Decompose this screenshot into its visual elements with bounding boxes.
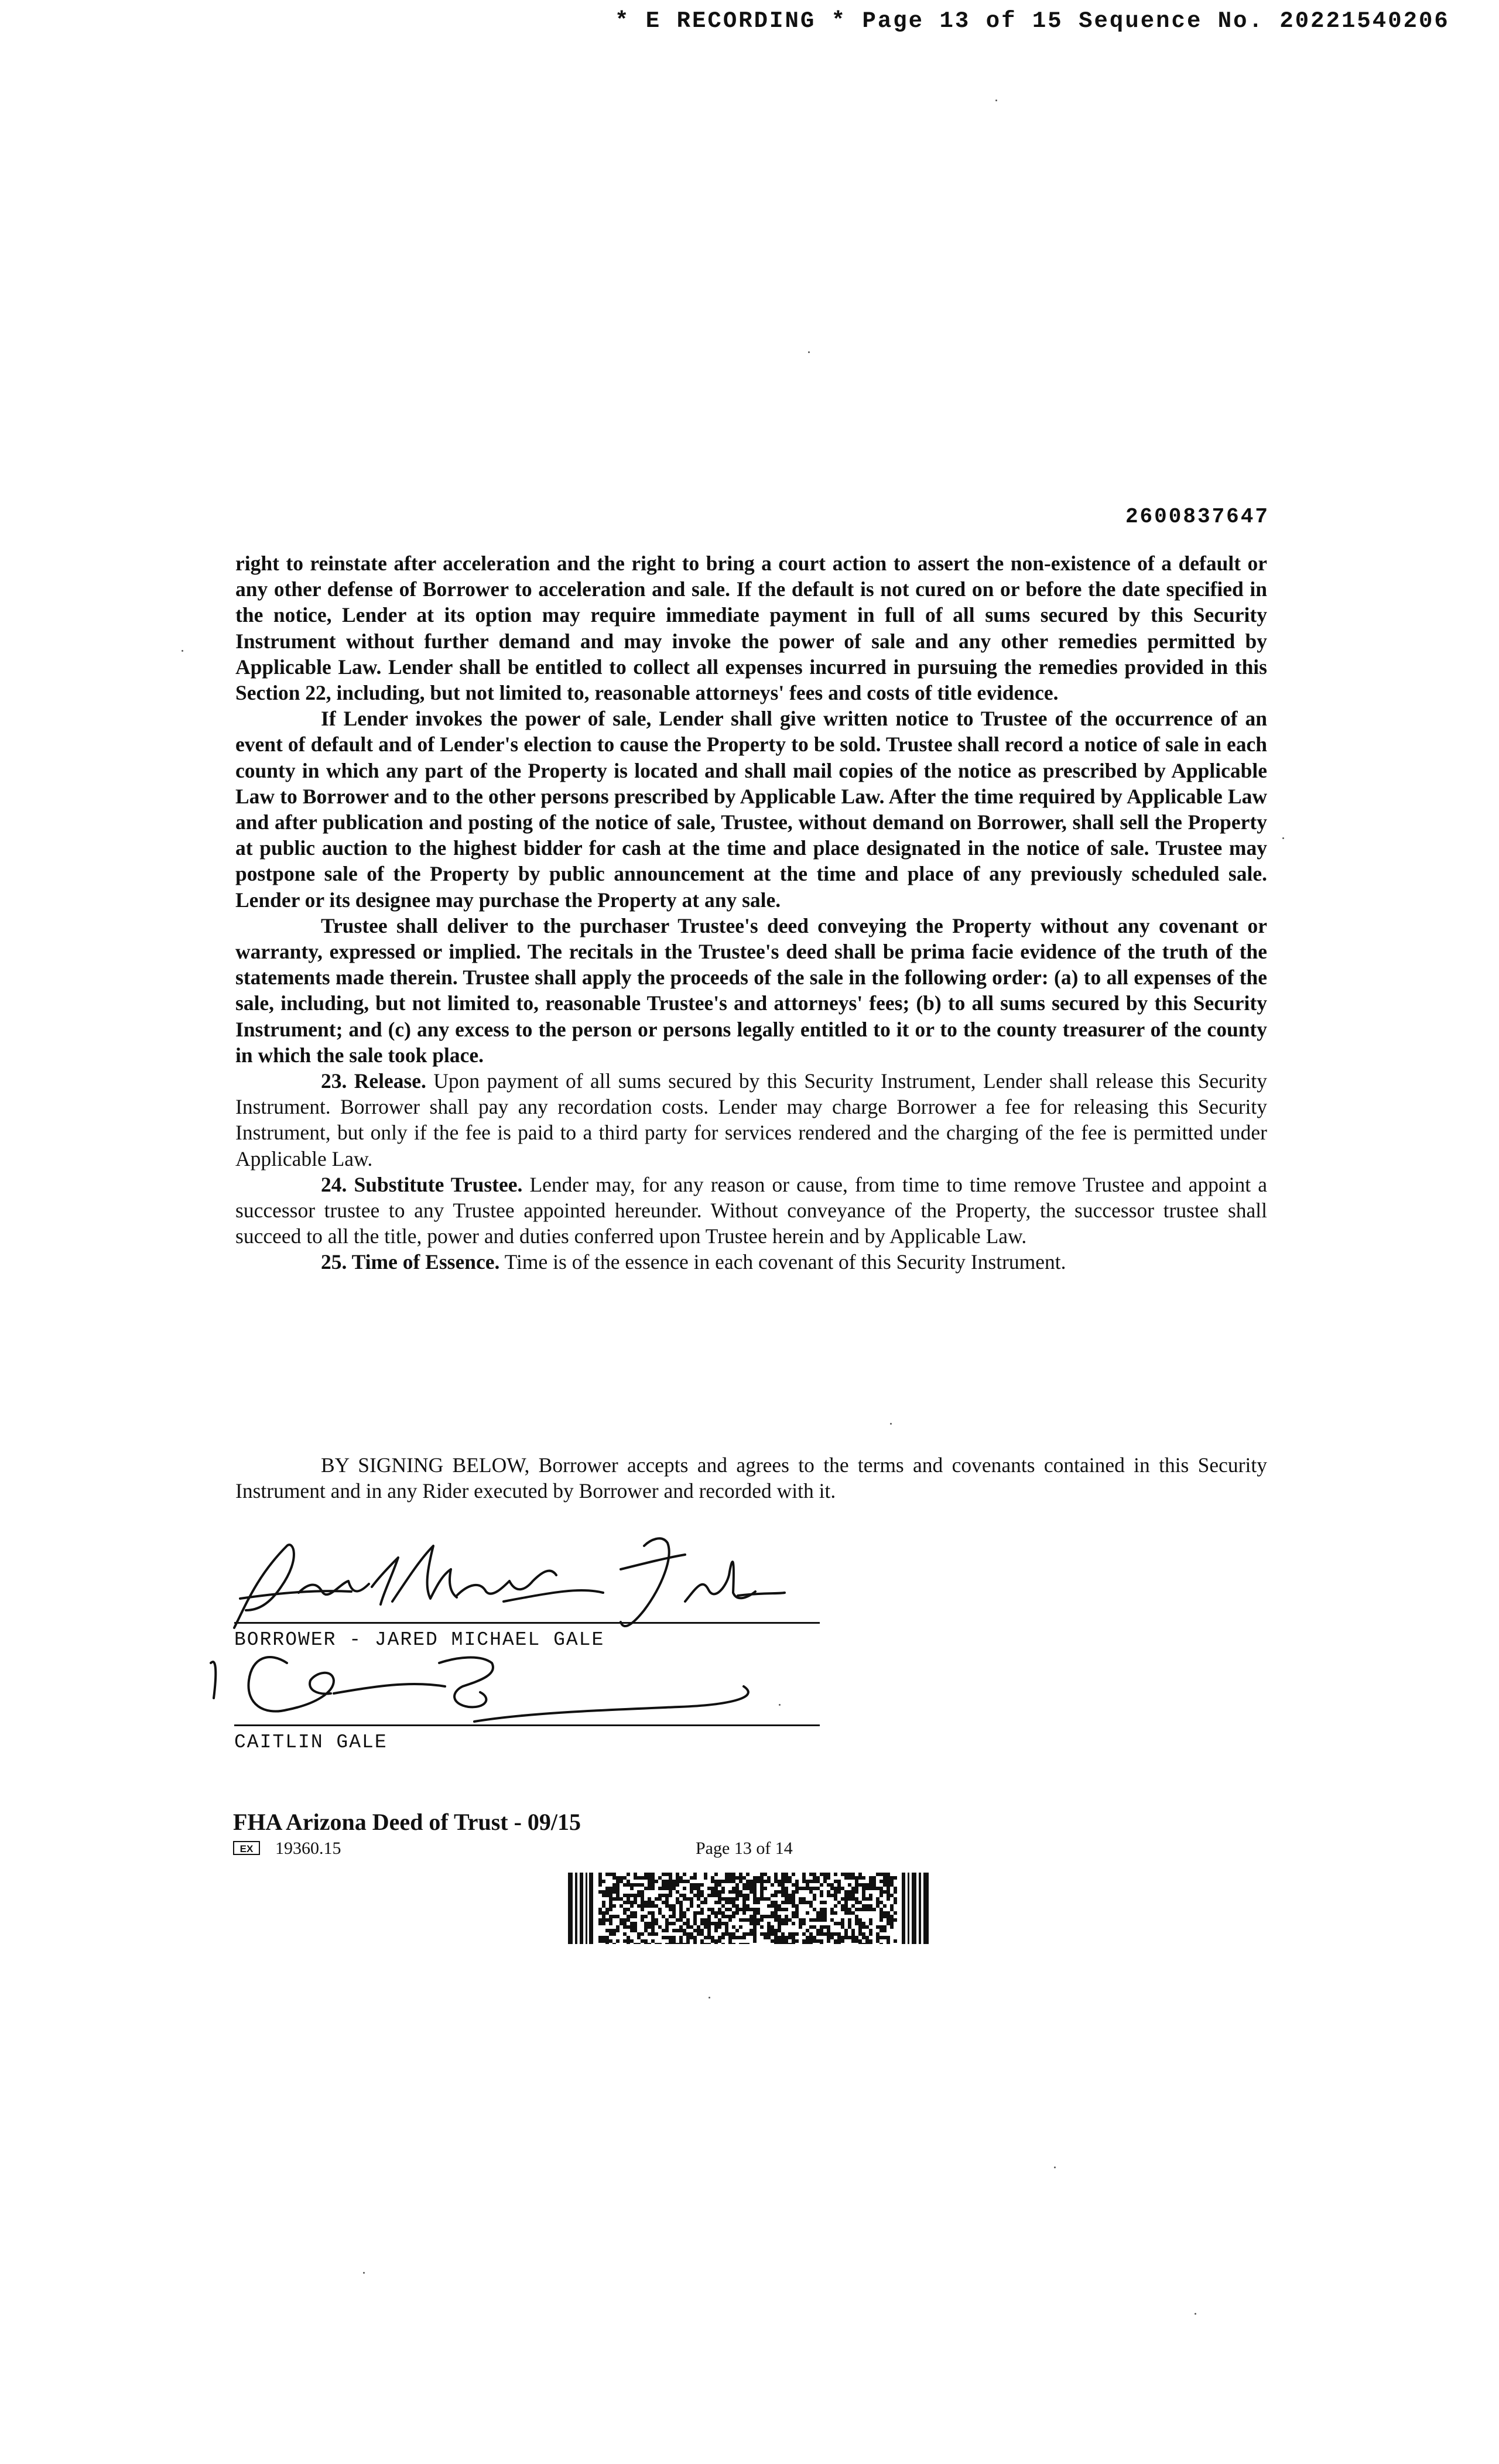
scan-speck bbox=[709, 1997, 710, 1998]
borrower2-signature bbox=[199, 1640, 843, 1733]
scan-speck bbox=[363, 2272, 365, 2274]
borrower1-label: BORROWER - JARED MICHAEL GALE bbox=[234, 1629, 605, 1651]
recording-stamp: * E RECORDING * Page 13 of 15 Sequence No. 20221540206 bbox=[615, 8, 1450, 34]
loan-number: 2600837647 bbox=[1125, 505, 1269, 529]
section-24-substitute-trustee bbox=[235, 1172, 1267, 1250]
borrower2-label: CAITLIN GALE bbox=[234, 1731, 388, 1753]
section-25-time-of-essence bbox=[235, 1249, 1267, 1275]
paragraph-trustee-deed: Trustee shall deliver to the purchaser Trustee's deed conveying the Property without any covenant or warranty, expressed or implied. The recitals in the Trustee's deed shall be prima facie evidence of the truth of the statements made therein. Trustee shall apply the proceeds of the sale in the following order: (a) to all expenses of the sale, including, but not limited to, reasonable Trustee's and attorneys' fees; (b) to all sums secured by this Security Instrument; and (c) any excess to the person or persons legally entitled to it or to the county treasurer of the county in which the sale took place. bbox=[235, 913, 1267, 1067]
section-23-text: Upon payment of all sums secured by this Security Instrument, Lender shall release this Security Instrument. Borrower shall pay any recordation costs. Lender may charge Borrower a fee for releasing this Security Instrument, but only if the fee is paid to a third party for services rendered and the charging of the fee is permitted under Applicable Law. bbox=[235, 1069, 1268, 1171]
scan-speck bbox=[890, 1423, 892, 1425]
paragraph-remedies: right to reinstate after acceleration and the right to bring a court action to assert the non-existence of a default or any other defense of Borrower to acceleration and sale. If the default is not cured on or before the date specified in the notice, Lender at its option may require immediate payment in full of all sums secured by this Security Instrument without further demand and may invoke the power of sale and any other remedies permitted by Applicable Law. Lender shall be entitled to collect all expenses incurred in pursuing the remedies provided in this Section 22, including, but not limited to, reasonable attorneys' fees and costs of title evidence. bbox=[235, 552, 1267, 705]
borrower2-signature-line bbox=[234, 1724, 820, 1726]
paragraph-power-of-sale: If Lender invokes the power of sale, Lender shall give written notice to Trustee of the occurrence of an event of default and of Lender's election to cause the Property to be sold. Trustee shall record a notice of sale in each county in which any part of the Property is located and shall mail copies of the notice as prescribed by Applicable Law to Borrower and to the other persons prescribed by Applicable Law. After the time required by Applicable Law and after publication and posting of the notice of sale, Trustee, without demand on Borrower, shall sell the Property at public auction to the highest bidder for cash at the time and place designated in the notice of sale. Trustee may postpone sale of the Property by public announcement at the time and place of any previously scheduled sale. Lender or its designee may purchase the Property at any sale. bbox=[235, 707, 1267, 912]
scan-speck bbox=[182, 650, 183, 652]
section-24-text: Lender may, for any reason or cause, from time to time remove Trustee and appoint a successor trustee to any Trustee appointed hereunder. Without conveyance of the Property, the successor trustee shall succeed to all the title, power and duties conferred upon Trustee herein and by Applicable Law. bbox=[235, 1172, 1268, 1248]
ellie-mae-logo-icon: EX bbox=[233, 1841, 260, 1855]
form-title: FHA Arizona Deed of Trust - 09/15 bbox=[233, 1809, 581, 1835]
section-23-title: 23. Release. bbox=[321, 1069, 426, 1093]
document-barcode bbox=[568, 1873, 931, 1944]
scan-speck bbox=[779, 1704, 781, 1706]
page-count: Page 13 of 14 bbox=[696, 1839, 793, 1858]
scan-speck bbox=[1054, 2167, 1056, 2168]
form-number: 19360.15 bbox=[275, 1839, 341, 1858]
section-25-title: 25. Time of Essence. bbox=[321, 1250, 500, 1274]
scan-speck bbox=[1195, 2313, 1196, 2315]
section-25-text: Time is of the essence in each covenant of this Security Instrument. bbox=[504, 1250, 1066, 1274]
borrower1-signature-line bbox=[234, 1622, 820, 1624]
signature-area bbox=[199, 1522, 843, 1768]
scan-speck bbox=[1282, 837, 1284, 839]
section-23-release bbox=[235, 1068, 1267, 1172]
deed-body bbox=[235, 550, 1267, 1275]
signing-statement: BY SIGNING BELOW, Borrower accepts and agrees to the terms and covenants contained in this Security Instrument and in any Rider executed by Borrower and recorded with it. bbox=[235, 1453, 1267, 1503]
section-24-title: 24. Substitute Trustee. bbox=[321, 1172, 523, 1196]
scan-speck bbox=[808, 351, 810, 353]
scan-speck bbox=[995, 100, 997, 101]
signing-statement-block bbox=[235, 1452, 1267, 1504]
